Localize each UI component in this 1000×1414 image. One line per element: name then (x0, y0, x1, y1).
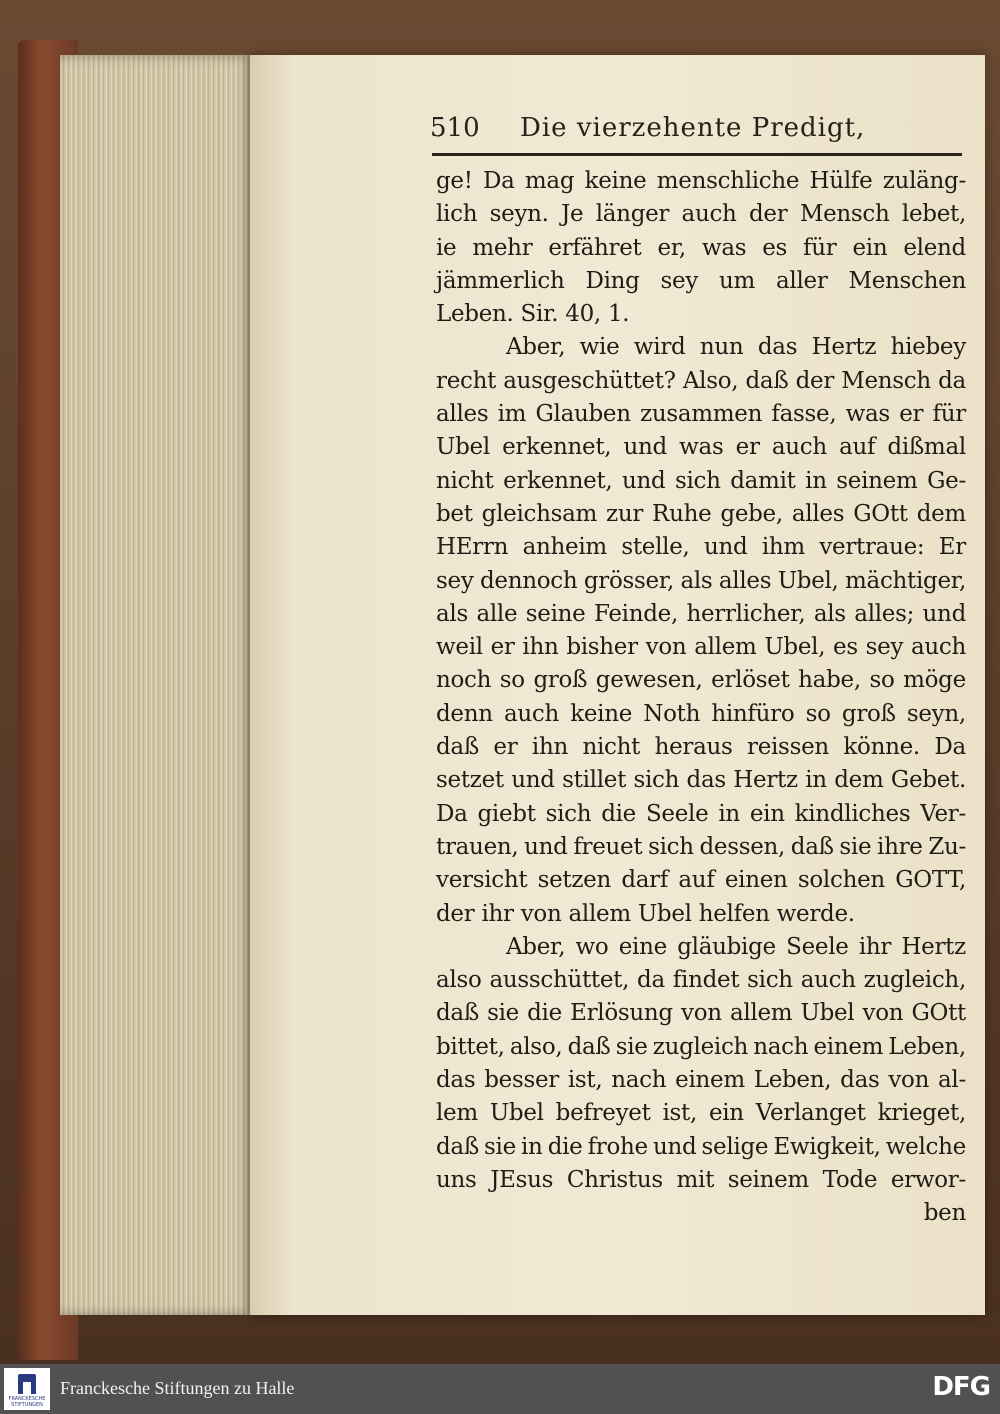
text-line: uns JEsus Christus mit seinem Tode erwor- (436, 1166, 966, 1193)
page-edges (60, 55, 255, 1315)
text-line: Aber, wo eine gläubige Seele ihr Hertz (506, 933, 966, 960)
text-line: lich seyn. Je länger auch der Mensch lebet, (436, 201, 966, 228)
text-line: ie mehr erfähret er, was es für ein elend (436, 234, 966, 261)
text-line: alles im Glauben zusammen fasse, was er für (436, 401, 966, 428)
running-title: Die vierzehente Predigt, (520, 113, 866, 143)
text-line: daß er ihn nicht heraus reissen könne. Da (436, 734, 966, 761)
text-line: weil er ihn bisher von allem Ubel, es sey auch (436, 634, 966, 661)
text-line: sey dennoch grösser, als alles Ubel, mächtiger, (436, 567, 966, 594)
text-line: jämmerlich Ding sey um aller Menschen (436, 267, 966, 294)
viewer-footer (0, 1364, 1000, 1414)
dfg-logo[interactable]: DFG (932, 1372, 990, 1402)
building-icon (18, 1374, 36, 1394)
page-number: 510 (430, 113, 480, 143)
text-line: versicht setzen darf auf einen solchen GOTT, (436, 867, 966, 894)
text-line: bet gleichsam zur Ruhe gebe, alles GOtt dem (436, 500, 966, 527)
text-line: lem Ubel befreyet ist, ein Verlanget krieget, (436, 1100, 966, 1127)
text-line: Leben. Sir. 40, 1. (436, 301, 630, 328)
text-line: Da giebt sich die Seele in ein kindliches Ver- (436, 800, 966, 827)
text-line: daß sie in die frohe und selige Ewigkeit, welche (436, 1133, 966, 1160)
text-line: recht ausgeschüttet? Also, daß der Mensch da (436, 367, 966, 394)
body-text (436, 165, 966, 1231)
text-line: ge! Da mag keine menschliche Hülfe zuläng- (436, 168, 966, 194)
text-line: Aber, wie wird nun das Hertz hiebey (506, 334, 966, 361)
institution-name[interactable]: Franckesche Stiftungen zu Halle (60, 1378, 295, 1398)
text-line: nicht erkennet, und sich damit in seinem Ge- (436, 467, 966, 494)
text-line: daß sie die Erlösung von allem Ubel von GOtt (436, 1000, 966, 1027)
text-line: setzet und stillet sich das Hertz in dem Gebet. (436, 767, 966, 794)
text-line: also ausschüttet, da findet sich auch zugleich, (436, 967, 966, 994)
text-line: noch so groß gewesen, erlöset habe, so möge (436, 667, 966, 694)
text-line: trauen, und freuet sich dessen, daß sie ihre Zu- (436, 833, 966, 860)
text-line: das besser ist, nach einem Leben, das von al- (436, 1067, 966, 1094)
catchword: ben (923, 1200, 966, 1227)
text-line: bittet, also, daß sie zugleich nach einem Leben, (436, 1033, 966, 1060)
institution-logo[interactable] (4, 1368, 50, 1410)
text-line: HErrn anheim stelle, und ihm vertraue: Er (436, 534, 966, 561)
header-rule (432, 153, 962, 156)
text-line: der ihr von allem Ubel helfen werde. (436, 900, 855, 927)
running-header (430, 113, 975, 149)
book-page (250, 55, 985, 1315)
text-line: denn auch keine Noth hinfüro so groß seyn, (436, 700, 966, 727)
text-line: als alle seine Feinde, herrlicher, als alles; und (436, 600, 966, 627)
text-line: Ubel erkennet, und was er auch auf dißmal (436, 434, 966, 461)
logo-text: FRANCKESCHE STIFTUNGEN (8, 1396, 46, 1408)
